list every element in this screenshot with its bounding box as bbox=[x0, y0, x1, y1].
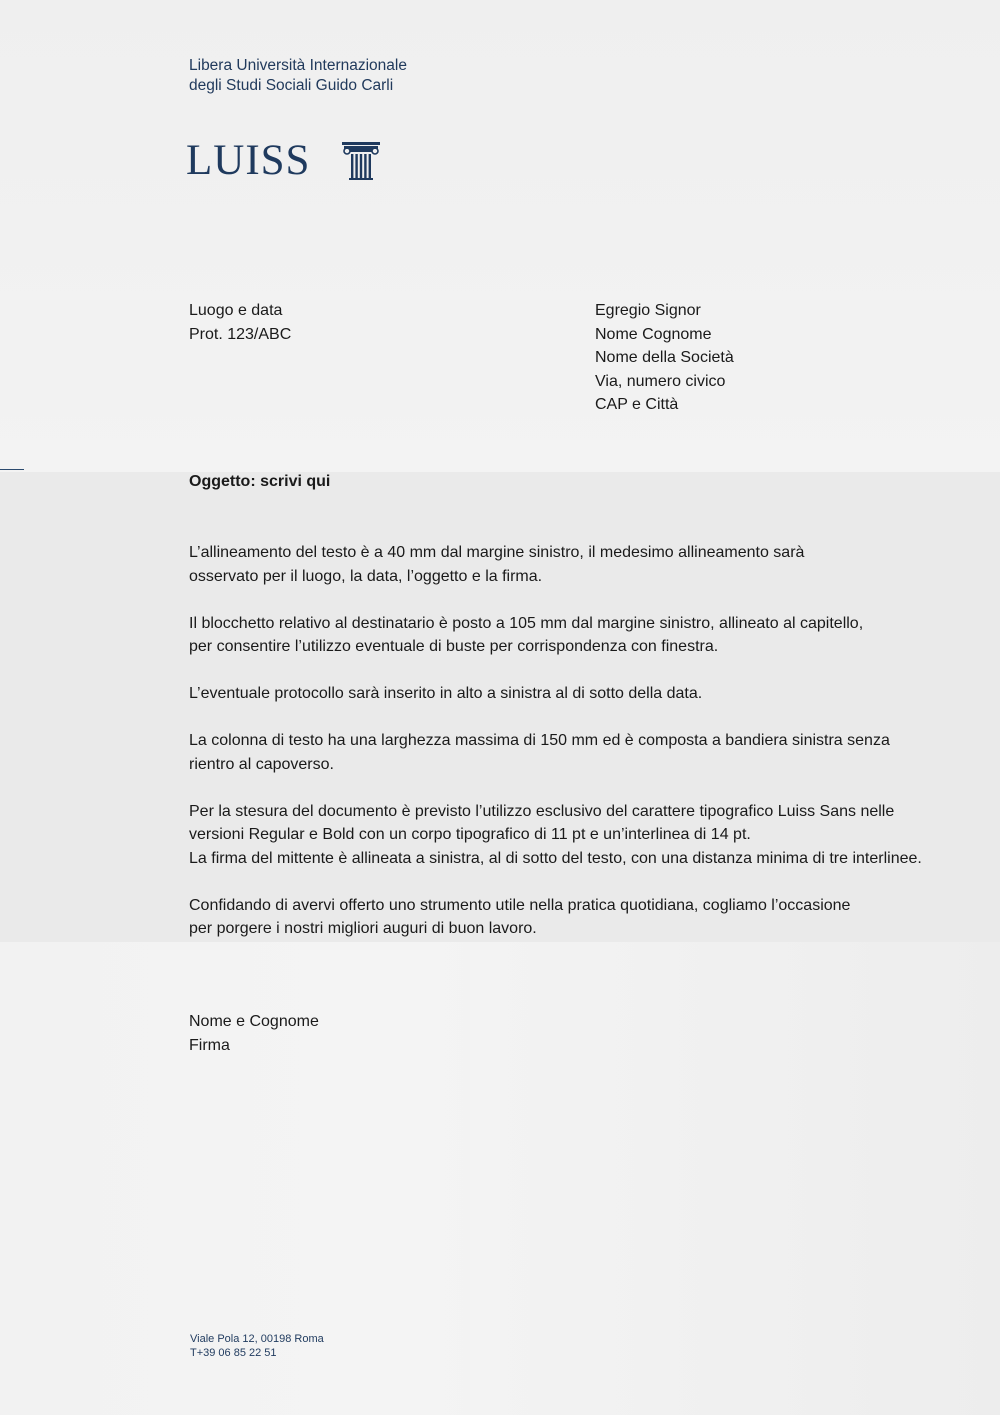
footer-phone: T+39 06 85 22 51 bbox=[190, 1347, 277, 1359]
body-line: Confidando di avervi offerto uno strumento utile nella pratica quotidiana, cogliamo l’occasione bbox=[189, 896, 851, 914]
recipient-line: Via, numero civico bbox=[595, 372, 726, 390]
recipient-line: CAP e Città bbox=[595, 396, 679, 413]
luiss-logo bbox=[186, 138, 380, 184]
recipient-line: Egregio Signor bbox=[595, 302, 701, 319]
fold-mark bbox=[0, 469, 24, 470]
recipient-block bbox=[595, 299, 734, 417]
body-paragraph bbox=[189, 729, 949, 776]
body-line: osservato per il luogo, la data, l’oggetto e la firma. bbox=[189, 567, 543, 585]
body-line: L’allineamento del testo è a 40 mm dal margine sinistro, il medesimo allineamento sarà bbox=[189, 544, 805, 561]
letter-body bbox=[189, 541, 949, 964]
logo-wordmark: LUISS bbox=[186, 137, 311, 184]
body-paragraph bbox=[189, 612, 949, 659]
protocol-number: Prot. 123/ABC bbox=[189, 325, 292, 343]
body-line: La firma del mittente è allineata a sinistra, al di sotto del testo, con una distanza minima di tre interlinee. bbox=[189, 849, 922, 867]
body-paragraph bbox=[189, 682, 949, 706]
signature-block bbox=[189, 1010, 319, 1058]
sender-block bbox=[189, 299, 291, 346]
body-line: Per la stesura del documento è previsto l’utilizzo esclusivo del carattere tipografico Luiss Sans nelle bbox=[189, 802, 895, 820]
signature-label: Firma bbox=[189, 1037, 230, 1054]
subject-line: Oggetto: scrivi qui bbox=[189, 473, 331, 490]
body-line: per consentire l’utilizzo eventuale di buste per corrispondenza con finestra. bbox=[189, 638, 719, 655]
body-paragraph bbox=[189, 541, 949, 588]
body-line: La colonna di testo ha una larghezza massima di 150 mm ed è composta a bandiera sinistra senza bbox=[189, 732, 890, 749]
body-paragraph bbox=[189, 800, 949, 871]
body-paragraph bbox=[189, 894, 949, 941]
body-line: versioni Regular e Bold con un corpo tipografico di 11 pt e un’interlinea di 14 pt. bbox=[189, 826, 751, 843]
header-background bbox=[0, 0, 1000, 472]
body-line: rientro al capoverso. bbox=[189, 755, 334, 773]
recipient-line: Nome Cognome bbox=[595, 325, 712, 343]
institution-line-1: Libera Università Internazionale bbox=[189, 57, 407, 74]
institution-name bbox=[189, 56, 407, 96]
recipient-line: Nome della Società bbox=[595, 349, 734, 366]
signer-name: Nome e Cognome bbox=[189, 1013, 319, 1030]
ionic-column-icon bbox=[342, 142, 380, 180]
place-date: Luogo e data bbox=[189, 302, 283, 319]
footer-contact bbox=[190, 1332, 324, 1360]
body-line: Il blocchetto relativo al destinatario è posto a 105 mm dal margine sinistro, allineato al capitello, bbox=[189, 614, 864, 632]
body-line: per porgere i nostri migliori auguri di buon lavoro. bbox=[189, 920, 537, 937]
body-line: L’eventuale protocollo sarà inserito in alto a sinistra al di sotto della data. bbox=[189, 685, 703, 702]
institution-line-2: degli Studi Sociali Guido Carli bbox=[189, 77, 394, 94]
footer-address: Viale Pola 12, 00198 Roma bbox=[190, 1333, 324, 1345]
